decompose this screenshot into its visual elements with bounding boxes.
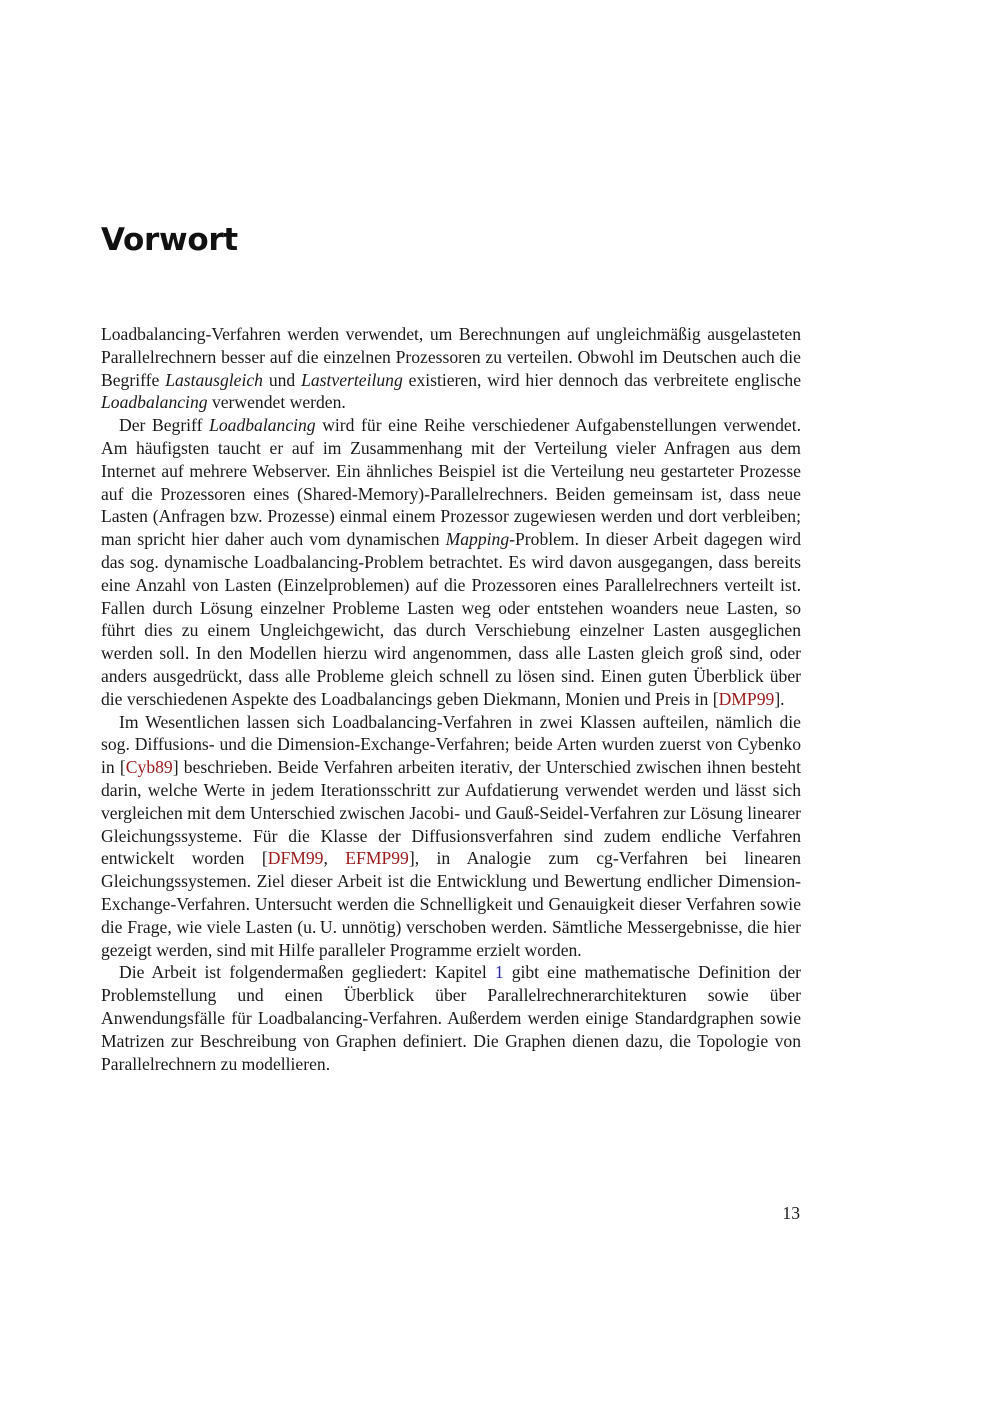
- body-text: [101, 323, 801, 1075]
- text-run: und: [262, 369, 302, 390]
- emphasis-term: Loadbalancing: [101, 392, 208, 413]
- text-run: Loadbalancing-Verfahren werden verwendet, um Berechnungen auf ungleichmäßig ausgelasteten Parallelrechnern besser auf die einzelnen Prozessoren zu verteilen. Obwohl im Deutschen auch die Begriffe: [101, 324, 801, 390]
- text-run: ,: [323, 848, 346, 869]
- citation-link-cyb89[interactable]: Cyb89: [125, 757, 173, 778]
- page-number: 13: [782, 1203, 800, 1223]
- citation-link-dmp99[interactable]: DMP99: [718, 688, 775, 709]
- paragraph-intro: [101, 323, 801, 414]
- text-run: existieren, wird hier dennoch das verbreitete englische: [402, 369, 802, 390]
- citation-link-dfm99[interactable]: DFM99: [267, 848, 324, 869]
- text-run: Der Begriff: [119, 415, 210, 436]
- paragraph-method-classes: [101, 711, 801, 962]
- chapter-reference-link[interactable]: 1: [494, 962, 504, 983]
- emphasis-term: Loadbalancing: [209, 415, 316, 436]
- text-run: -Problem. In dieser Arbeit dagegen wird das sog. dynamische Loadbalancing-Problem betrachtet. Es wird davon ausgegangen, dass bereits eine Anzahl von Lasten (Einzelproblemen) auf die Prozessoren eines Parallelrechners verteilt ist. Fallen durch Lösung einzelner Probleme Lasten weg oder entstehen woanders neue Lasten, so führt dies zu einem Ungleichgewicht, das durch Verschiebung einzelner Lasten ausgeglichen werden soll. In den Modellen hierzu wird angenommen, dass alle Lasten gleich groß sind, oder anders ausgedrückt, dass alle Probleme gleich schnell zu lösen sind. Einen guten Überblick über die verschiedenen Aspekte des Loadbalancings geben Diekmann, Monien und Preis in [: [101, 529, 802, 709]
- emphasis-term: Mapping: [445, 529, 510, 550]
- text-run: Die Arbeit ist folgendermaßen gegliedert: Kapitel: [119, 962, 495, 983]
- emphasis-term: Lastverteilung: [301, 369, 403, 390]
- text-run: Im Wesentlichen lassen sich Loadbalancing-Verfahren in zwei Klassen aufteilen, nämlich die sog. Diffusions- und die Dimension-Exchange-Verfahren; beide Arten wurden zuerst von Cybenko in [: [101, 711, 801, 778]
- text-run: verwendet werden.: [207, 392, 346, 413]
- text-run: ].: [774, 688, 785, 709]
- paragraph-loadbalancing-definition: [101, 414, 801, 710]
- emphasis-term: Lastausgleich: [165, 369, 263, 390]
- paragraph-outline: [101, 961, 801, 1075]
- citation-link-efmp99[interactable]: EFMP99: [345, 848, 409, 869]
- chapter-title: Vorwort: [101, 222, 238, 258]
- text-run: ] beschrieben. Beide Verfahren arbeiten iterativ, der Unterschied zwischen ihnen besteht darin, welche Werte in jedem Iterationsschritt zur Aufdatierung verwendet werden und lässt sich vergleichen mit dem Unterschied zwischen Jacobi- und Gauß-Seidel-Verfahren zur Lösung linearer Gleichungssysteme. Für die Klasse der Diffusionsverfahren sind zudem endliche Verfahren entwickelt worden [: [101, 757, 801, 869]
- text-run: ], in Analogie zum cg-Verfahren bei linearen Gleichungssystemen. Ziel dieser Arbeit ist die Entwicklung und Bewertung endlicher Dimension-Exchange-Verfahren. Untersucht werden die Schnelligkeit und Genauigkeit dieser Verfahren sowie die Frage, wie viele Lasten (u. U. unnötig) verschoben werden. Sämtliche Messergebnisse, die hier gezeigt werden, sind mit Hilfe paralleler Programme erzielt worden.: [101, 848, 802, 960]
- text-run: gibt eine mathematische Definition der Problemstellung und einen Überblick über Parallelrechnerarchitekturen sowie über Anwendungsfälle für Loadbalancing-Verfahren. Außerdem werden einige Standardgraphen sowie Matrizen zur Beschreibung von Graphen definiert. Die Graphen dienen dazu, die Topologie von Parallelrechnern zu modellieren.: [101, 962, 801, 1074]
- text-run: wird für eine Reihe verschiedener Aufgabenstellungen verwendet. Am häufigsten taucht er auf im Zusammenhang mit der Verteilung vieler Anfragen aus dem Internet auf mehrere Webserver. Ein ähnliches Beispiel ist die Verteilung neu gestarteter Prozesse auf die Prozessoren eines (Shared-Memory)-Parallelrechners. Beiden gemeinsam ist, dass neue Lasten (Anfragen bzw. Prozesse) einmal einem Prozessor zugewiesen werden und dort verbleiben; man spricht hier daher auch vom dynamischen: [101, 415, 801, 550]
